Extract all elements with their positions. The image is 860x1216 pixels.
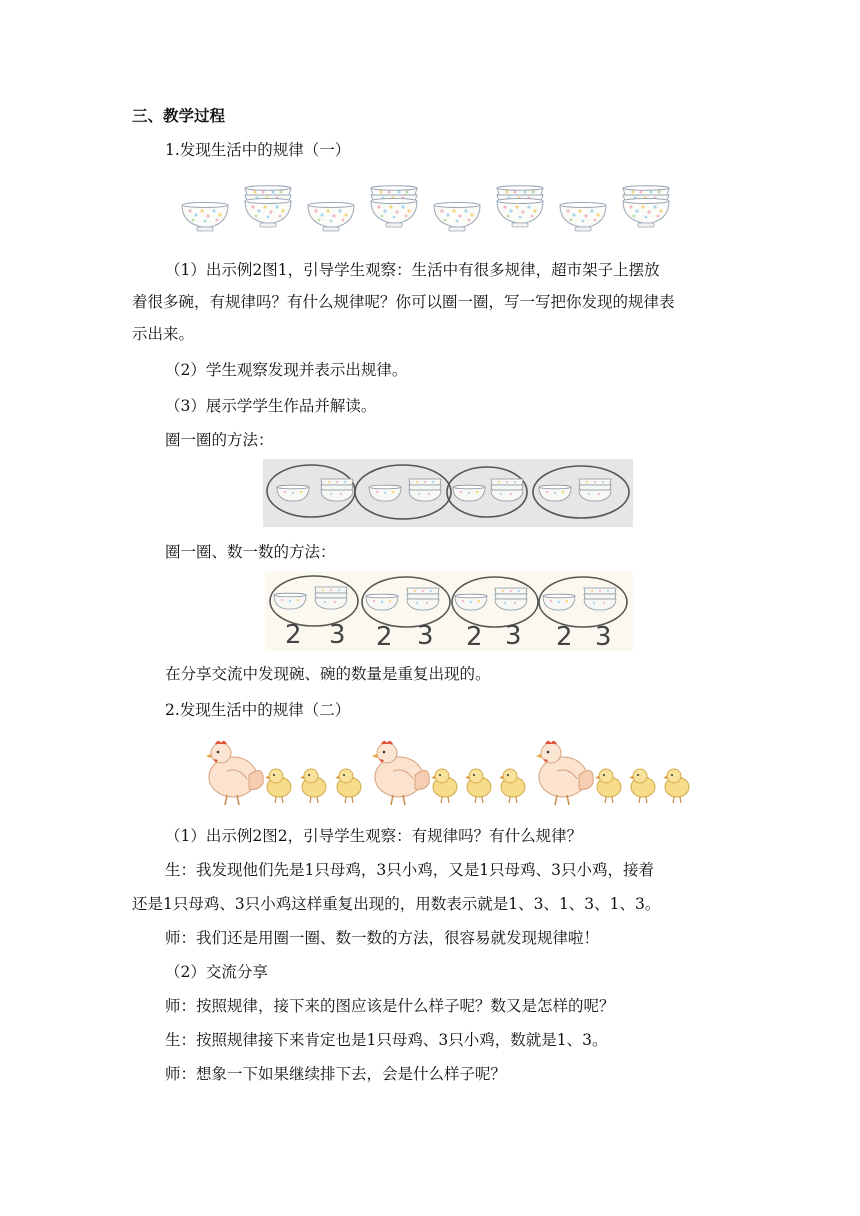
section-heading: 三、教学过程 <box>132 106 226 125</box>
chick <box>465 769 491 803</box>
paragraph-2: （2）学生观察发现并表示出规律。 <box>165 361 408 379</box>
hen <box>536 741 593 805</box>
conclusion-text: 在分享交流中发现碗、碗的数量是重复出现的。 <box>165 665 491 683</box>
bowl-single <box>182 203 228 232</box>
part2-heading: 2.发现生活中的规律（二） <box>165 701 351 719</box>
bowl-stack <box>245 186 291 227</box>
count-label: 3 <box>505 621 522 651</box>
bowls-figure <box>175 183 675 235</box>
hen <box>206 741 263 805</box>
circle-method-label: 圈一圈的方法： <box>165 431 274 449</box>
paragraph-3: （3）展示学学生作品并解读。 <box>165 397 377 415</box>
chick <box>335 769 361 803</box>
bowl-stack <box>371 186 417 227</box>
count-label: 2 <box>556 622 573 652</box>
part2-paragraph-1: （1）出示例2图2，引导学生观察：有规律吗？有什么规律？ <box>165 827 583 845</box>
student-answer-1-line1: 生：我发现他们先是1只母鸡，3只小鸡，又是1只母鸡、3只小鸡，接着 <box>165 861 654 879</box>
bowl-single <box>560 203 606 232</box>
circle-count-label: 圈一圈、数一数的方法： <box>165 543 336 561</box>
chick <box>265 769 291 803</box>
bowl-stack <box>497 186 543 227</box>
teacher-remark-2: 师：按照规律，接下来的图应该是什么样子呢？数又是怎样的呢？ <box>165 997 615 1015</box>
circle-method-figure <box>263 459 633 527</box>
chick <box>663 769 689 803</box>
student-answer-2: 生：按照规律接下来肯定也是1只母鸡、3只小鸡，数就是1、3。 <box>165 1031 608 1049</box>
teacher-remark-1: 师：我们还是用圈一圈、数一数的方法，很容易就发现规律啦！ <box>165 929 600 947</box>
count-label: 2 <box>285 620 302 650</box>
count-label: 3 <box>595 622 612 652</box>
part1-heading: 1.发现生活中的规律（一） <box>165 141 351 159</box>
paragraph-1-2: 着很多碗，有规律吗？有什么规律呢？你可以圈一圈，写一写把你发现的规律表 <box>132 293 675 311</box>
student-answer-1-line2: 还是1只母鸡、3只小鸡这样重复出现的，用数表示就是1、3、1、3、1、3。 <box>132 895 661 913</box>
hen <box>372 741 429 805</box>
chick <box>595 769 621 803</box>
circle-count-figure <box>265 571 633 651</box>
count-label: 2 <box>466 622 483 652</box>
count-label: 3 <box>329 620 346 650</box>
chick <box>629 769 655 803</box>
paragraph-1-1: （1）出示例2图1，引导学生观察：生活中有很多规律，超市架子上摆放 <box>165 261 660 279</box>
hens-chicks-figure <box>203 735 703 807</box>
chick <box>300 769 326 803</box>
count-label: 2 <box>376 622 393 652</box>
bowl-stack <box>623 186 669 227</box>
paragraph-1-3: 示出来。 <box>132 325 195 343</box>
chick <box>431 769 457 803</box>
part2-paragraph-2: （2）交流分享 <box>165 963 268 981</box>
bowl-single <box>308 203 354 232</box>
chick <box>499 769 525 803</box>
teacher-remark-3: 师：想象一下如果继续排下去，会是什么样子呢？ <box>165 1065 507 1083</box>
bowl-single <box>434 203 480 232</box>
count-label: 3 <box>417 621 434 651</box>
